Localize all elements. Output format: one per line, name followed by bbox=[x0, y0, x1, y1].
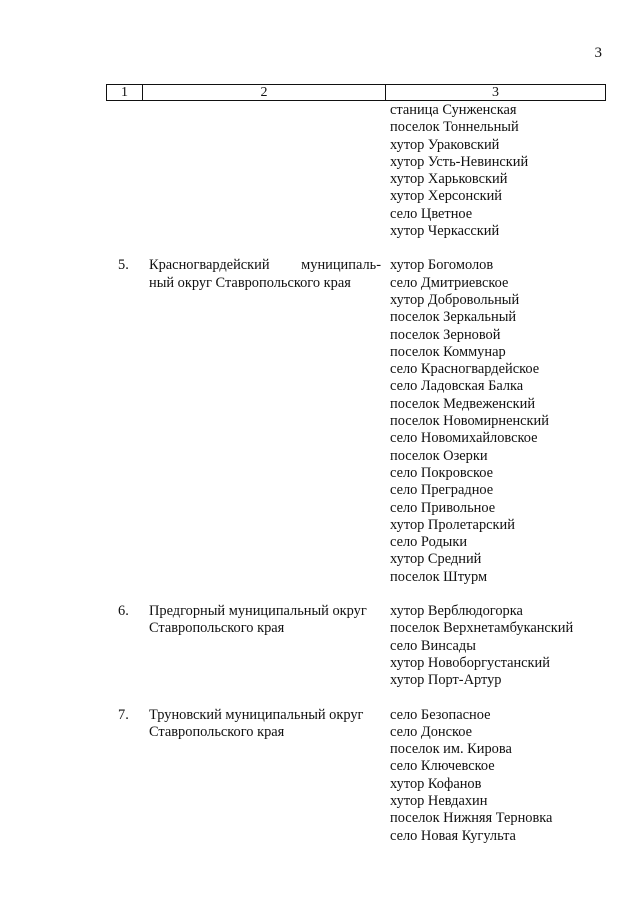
table-row-continuation bbox=[0, 102, 640, 240]
settlement-item: хутор Кофанов bbox=[390, 775, 482, 792]
settlement-item: село Винсады bbox=[390, 637, 476, 654]
settlement-item: поселок Медвеженский bbox=[390, 395, 536, 412]
settlement-item: село Новая Кугульта bbox=[390, 827, 516, 844]
district-name bbox=[149, 257, 381, 292]
settlement-item: село Родыки bbox=[390, 534, 468, 551]
settlement-item: поселок Озерки bbox=[390, 447, 488, 464]
district-name-line-1: Предгорный муниципальный округ bbox=[149, 603, 367, 620]
settlement-item: село Безопасное bbox=[390, 706, 491, 723]
settlement-item: село Цветное bbox=[390, 205, 473, 222]
settlement-item: село Преградное bbox=[390, 482, 494, 499]
row-number: 7. bbox=[118, 706, 129, 723]
settlement-item: хутор Черкасский bbox=[390, 223, 500, 240]
settlement-item: поселок Тоннельный bbox=[390, 119, 519, 136]
settlement-item: хутор Богомолов bbox=[390, 257, 494, 274]
district-name bbox=[149, 603, 381, 638]
settlement-item: село Покровское bbox=[390, 464, 494, 481]
page-number: 3 bbox=[594, 45, 602, 61]
row-number: 6. bbox=[118, 603, 129, 620]
row-number: 5. bbox=[118, 257, 129, 274]
header-col-3: 3 bbox=[492, 85, 499, 100]
table-row-district-6 bbox=[0, 603, 640, 689]
settlement-item: село Красногвардейское bbox=[390, 361, 540, 378]
settlement-item: село Ключевское bbox=[390, 758, 495, 775]
settlement-item: хутор Ураковский bbox=[390, 136, 500, 153]
table-row-district-5 bbox=[0, 257, 640, 586]
settlement-item: хутор Добровольный bbox=[390, 291, 520, 308]
settlement-item: село Новомихайловское bbox=[390, 430, 538, 447]
settlement-item: поселок Штурм bbox=[390, 568, 488, 585]
settlement-item: село Ладовская Балка bbox=[390, 378, 524, 395]
settlement-item: поселок Коммунар bbox=[390, 343, 506, 360]
settlement-item: хутор Верблюдогорка bbox=[390, 603, 523, 620]
district-name-word: Красногвардейский bbox=[149, 257, 270, 274]
settlement-item: станица Сунженская bbox=[390, 102, 517, 118]
settlement-item: хутор Пролетарский bbox=[390, 516, 515, 533]
settlement-item: село Дмитриевское bbox=[390, 274, 509, 291]
district-name-line-2: Ставропольского края bbox=[149, 723, 285, 740]
settlement-item: хутор Новоборгустанский bbox=[390, 654, 550, 671]
settlement-item: село Привольное bbox=[390, 499, 496, 516]
settlement-item: поселок Нижняя Терновка bbox=[390, 810, 553, 827]
district-name bbox=[149, 707, 381, 742]
table-header-row bbox=[106, 84, 606, 101]
settlement-item: хутор Порт-Артур bbox=[390, 672, 502, 689]
settlement-item: поселок Верхнетамбуканский bbox=[390, 620, 574, 637]
settlement-item: хутор Невдахин bbox=[390, 792, 488, 809]
district-name-line-1 bbox=[149, 257, 381, 274]
district-name-word: муниципаль- bbox=[301, 257, 381, 274]
table-body bbox=[0, 102, 640, 845]
header-col-1: 1 bbox=[107, 85, 143, 100]
district-name-line-2: Ставропольского края bbox=[149, 620, 285, 637]
settlement-item: поселок им. Кирова bbox=[390, 741, 512, 758]
settlement-item: хутор Херсонский bbox=[390, 188, 502, 205]
settlement-item: хутор Усть-Невинский bbox=[390, 153, 529, 170]
table-row-district-7 bbox=[0, 707, 640, 845]
header-col-2: 2 bbox=[143, 85, 386, 100]
settlement-list bbox=[390, 102, 610, 240]
district-name-line-2: ный округ Ставропольского края bbox=[149, 274, 351, 291]
settlement-item: хутор Харьковский bbox=[390, 171, 508, 188]
district-name-line-1: Труновский муниципальный округ bbox=[149, 706, 364, 723]
settlement-item: поселок Новомирненский bbox=[390, 413, 549, 430]
settlement-list bbox=[390, 603, 610, 689]
settlement-item: хутор Средний bbox=[390, 551, 482, 568]
settlement-item: село Донское bbox=[390, 723, 473, 740]
settlement-item: поселок Зерновой bbox=[390, 326, 501, 343]
settlement-list bbox=[390, 707, 610, 845]
settlement-list bbox=[390, 257, 610, 586]
settlement-item: поселок Зеркальный bbox=[390, 309, 517, 326]
